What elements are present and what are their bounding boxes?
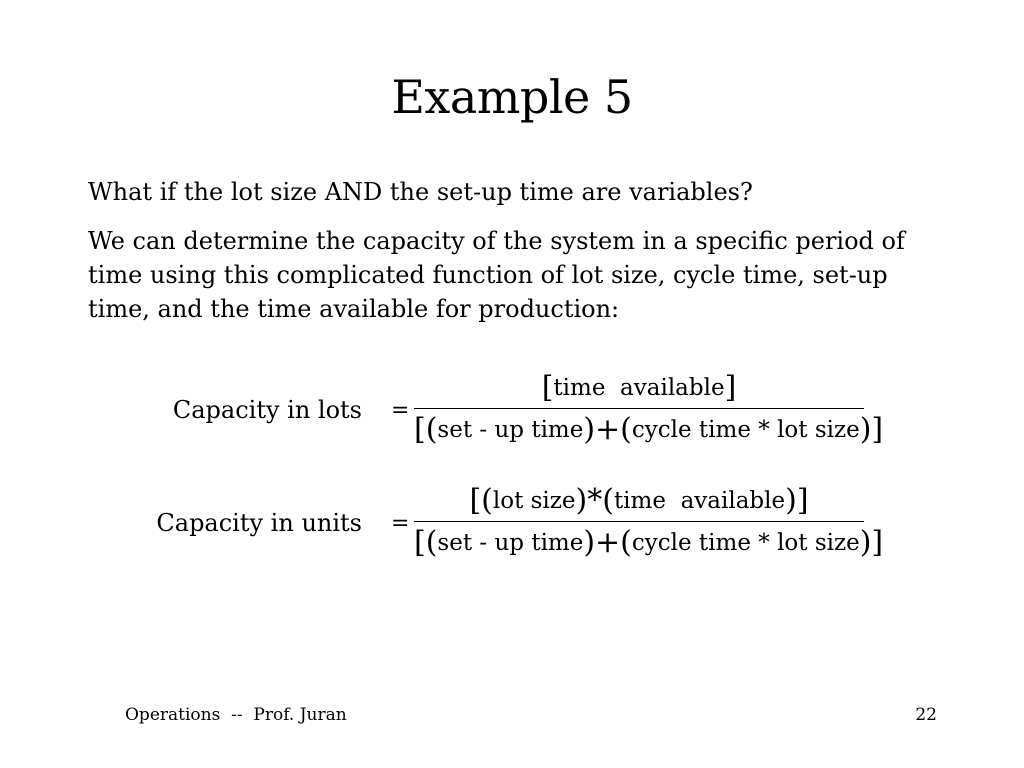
equals-sign: = [391, 398, 410, 423]
equals-sign: = [391, 511, 410, 536]
numerator: [(lot size)*(time available)] [469, 483, 809, 518]
equation-label-units: Capacity in units [156, 509, 362, 537]
denominator: [(set - up time)+(cycle time * lot size)] [414, 525, 884, 560]
fraction-bar [414, 521, 864, 522]
page-number: 22 [915, 705, 937, 725]
footer-course: Operations -- Prof. Juran [125, 705, 347, 725]
fraction-bar [414, 408, 864, 409]
question-text: What if the lot size AND the set-up time are variables? [88, 178, 753, 206]
description-text: We can determine the capacity of the system in a specific period of time using this complicated function of lot size, cycle time, set-up time, and the time available for production: [88, 227, 905, 323]
denominator: [(set - up time)+(cycle time * lot size)] [414, 412, 884, 447]
equation-label-lots: Capacity in lots [172, 396, 362, 424]
numerator: [time available] [541, 370, 737, 405]
slide-title: Example 5 [391, 70, 633, 124]
